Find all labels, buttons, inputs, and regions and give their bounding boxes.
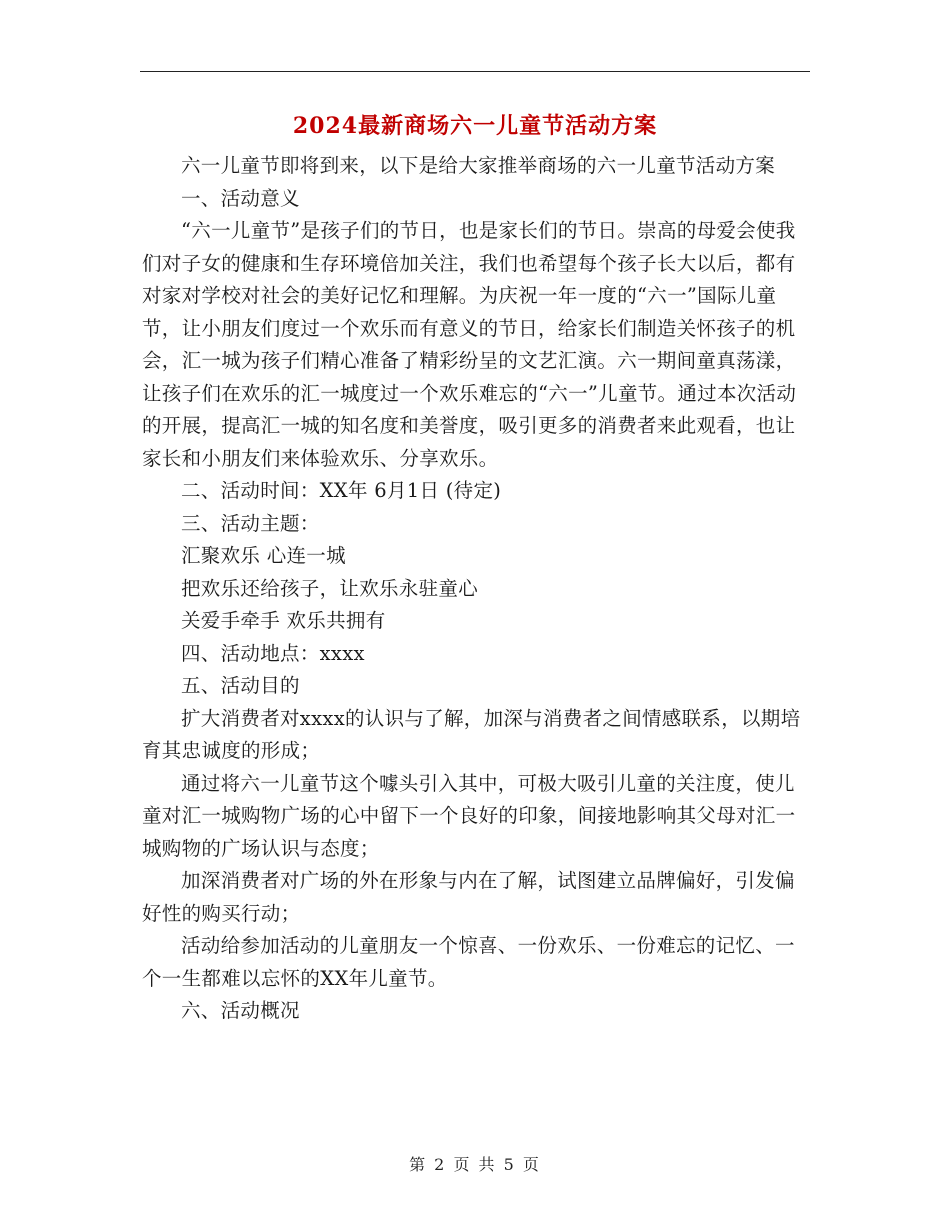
theme-line-2: 把欢乐还给孩子，让欢乐永驻童心: [181, 576, 479, 600]
paragraph-significance: “六一儿童节”是孩子们的节日，也是家长们的节日。崇高的母爱会使我们对子女的健康和生存环境倍加关注，我们也希望每个孩子长大以后，都有对家对学校对社会的美好记忆和理解。为庆祝一年一度的“六一”国际儿童节，让小朋友们度过一个欢乐而有意义的节日，给家长们制造关怀孩子的机会，汇一城为孩子们精心准备了精彩纷呈的文艺汇演。六一期间童真荡漾，让孩子们在欢乐的汇一城度过一个欢乐难忘的“六一”儿童节。通过本次活动的开展，提高汇一城的知名度和美誉度，吸引更多的消费者来此观看，也让家长和小朋友们来体验欢乐、分享欢乐。: [142, 219, 797, 470]
document-title: 2024最新商场六一儿童节活动方案: [292, 113, 658, 139]
purpose-paragraph-2: 通过将六一儿童节这个噱头引入其中，可极大吸引儿童的关注度，使儿童对汇一城购物广场的心中留下一个良好的印象，间接地影响其父母对汇一城购物的广场认识与态度；: [142, 771, 796, 860]
document-body: [142, 150, 810, 1028]
page-footer: 第 2 页 共 5 页: [409, 1155, 541, 1174]
purpose-paragraph-4: 活动给参加活动的儿童朋友一个惊喜、一份欢乐、一份难忘的记忆、一个一生都难以忘怀的XX年儿童节。: [142, 934, 795, 990]
section-heading-purpose: 五、活动目的: [181, 674, 300, 697]
section-heading-location: 四、活动地点：xxxx: [181, 641, 365, 665]
paragraph-intro: 六一儿童节即将到来，以下是给大家推举商场的六一儿童节活动方案: [181, 154, 776, 177]
header-rule: [140, 71, 810, 72]
section-heading-significance: 一、活动意义: [181, 186, 300, 210]
purpose-paragraph-3: 加深消费者对广场的外在形象与内在了解，试图建立品牌偏好，引发偏好性的购买行动；: [142, 869, 795, 925]
theme-line-1: 汇聚欢乐 心连一城: [181, 544, 346, 567]
purpose-paragraph-1: 扩大消费者对xxxx的认识与了解，加深与消费者之间情感联系，以期培育其忠诚度的形成；: [142, 706, 801, 762]
theme-line-3: 关爱手牵手 欢乐共拥有: [181, 609, 386, 632]
section-heading-time: 二、活动时间：XX年 6月1日 (待定): [181, 479, 502, 502]
section-heading-theme: 三、活动主题：: [181, 511, 320, 535]
section-heading-overview: 六、活动概况: [181, 999, 300, 1022]
